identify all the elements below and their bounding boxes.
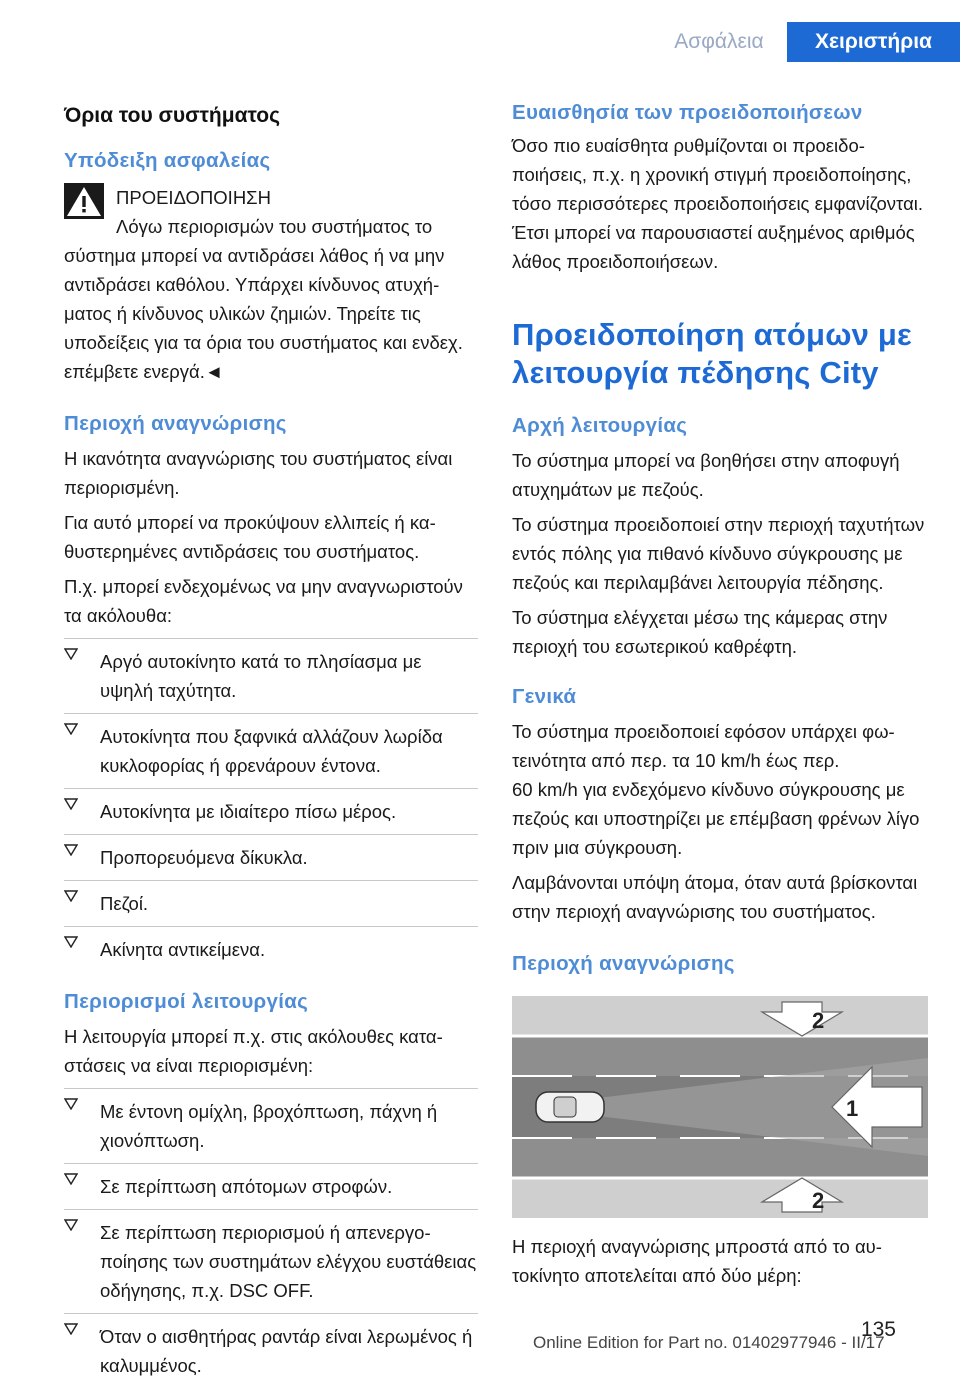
list-item: Σε περίπτωση περιορισμού ή απενεργοποίησης των συστημάτων ελέγχου ευστάθειας οδήγησης, π.χ. DSC OFF. xyxy=(64,1209,478,1305)
detection-area-diagram xyxy=(512,996,928,1218)
triangle-bullet-icon xyxy=(64,1323,78,1335)
sensitivity-paragraph: Όσο πιο ευαίσθητα ρυθμίζονται οι προειδοποιήσεις, π.χ. η χρονική στιγμή προειδοποίησης, τόσο περισσότερες προειδοποιήσεις εμφανίζονται. Έτσι μπορεί να παρουσιαστεί αυξημένος αριθμός λάθος προειδοποιήσεων. xyxy=(512,135,924,272)
warning-label: ΠΡΟΕΙΔΟΠΟΙΗΣΗ xyxy=(116,187,271,208)
warning-block xyxy=(64,183,478,386)
general-paragraph-1a: Το σύστημα προειδοποιεί εφόσον υπάρχει φωτεινότητα από περ. τα 10 km/h έως περ. xyxy=(512,721,895,771)
list-item: Ακίνητα αντικείμενα. xyxy=(64,926,478,964)
detection-list xyxy=(64,638,478,964)
triangle-bullet-icon xyxy=(64,890,78,902)
list-item: Προπορευόμενα δίκυκλα. xyxy=(64,834,478,872)
limits-paragraph: Η λειτουργία μπορεί π.χ. στις ακόλουθες καταστάσεις να είναι περιορισμένη: xyxy=(64,1026,443,1076)
list-item: Σε περίπτωση απότομων στροφών. xyxy=(64,1163,478,1201)
list-item: Πεζοί. xyxy=(64,880,478,918)
heading-general: Γενικά xyxy=(512,685,577,708)
list-item: Αυτοκίνητα με ιδιαίτερο πίσω μέρος. xyxy=(64,788,478,826)
principle-paragraph-3: Το σύστημα ελέγχεται μέσω της κάμερας στην περιοχή του εσωτερικού καθρέφτη. xyxy=(512,607,888,657)
tab-controls[interactable]: Χειριστήρια xyxy=(787,22,960,62)
principle-paragraph-1: Το σύστημα μπορεί να βοηθήσει στην αποφυγή ατυχημάτων με πεζούς. xyxy=(512,450,900,500)
diagram-caption: Η περιοχή αναγνώρισης μπροστά από το αυτοκίνητο αποτελείται από δύο μέρη: xyxy=(512,1236,882,1286)
general-paragraph-2: Λαμβάνονται υπόψη άτομα, όταν αυτά βρίσκονται στην περιοχή αναγνώρισης του συστήματος. xyxy=(512,872,918,922)
detection-paragraph-2: Για αυτό μπορεί να προκύψουν ελλιπείς ή καθυστερημένες αντιδράσεις του συστήματος. xyxy=(64,512,436,562)
list-item: Όταν ο αισθητήρας ραντάρ είναι λερωμένος ή καλυμμένος. xyxy=(64,1313,478,1380)
triangle-bullet-icon xyxy=(64,723,78,735)
detection-paragraph-1: Η ικανότητα αναγνώρισης του συστήματος είναι περιορισμένη. xyxy=(64,448,453,498)
triangle-bullet-icon xyxy=(64,798,78,810)
warning-text: Λόγω περιορισμών του συστήματος το σύστημα μπορεί να αντιδράσει λάθος ή να μην αντιδράσει καθόλου. Υπάρχει κίνδυνος ατυχήματος ή κίνδυνος υλικών ζημιών. Τηρείτε τις υποδείξεις για τα όρια του συστήματος και ενδεχ. επέμβετε ενεργά.◄ xyxy=(64,216,463,382)
principle-paragraph-2: Το σύστημα προειδοποιεί στην περιοχή ταχυτήτων εντός πόλης για πιθανό κίνδυνο σύγκρουσης με πεζούς και περιλαμβάνει λειτουργία πέδησης. xyxy=(512,514,925,593)
edition-footer: Online Edition for Part no. 01402977946 - II/17 xyxy=(533,1333,885,1352)
list-item: Αυτοκίνητα που ξαφνικά αλλάζουν λωρίδα κυκλοφορίας ή φρενάρουν έντονα. xyxy=(64,713,478,780)
triangle-bullet-icon xyxy=(64,936,78,948)
triangle-bullet-icon xyxy=(64,648,78,660)
section-title-system-limits: Όρια του συστήματος xyxy=(64,104,281,127)
heading-warning-sensitivity: Ευαισθησία των προειδοποιήσεων xyxy=(512,101,863,124)
heading-principle: Αρχή λειτουργίας xyxy=(512,414,688,437)
list-item: Με έντονη ομίχλη, βροχόπτωση, πάχνη ή χιονόπτωση. xyxy=(64,1088,478,1155)
detection-paragraph-3: Π.χ. μπορεί ενδεχομένως να μην αναγνωριστούν τα ακόλουθα: xyxy=(64,576,463,626)
car-icon xyxy=(536,1092,604,1122)
chapter-tabs xyxy=(651,22,960,62)
limits-list xyxy=(64,1088,478,1380)
triangle-bullet-icon xyxy=(64,1173,78,1185)
right-column xyxy=(512,95,928,1290)
warning-triangle-icon xyxy=(64,183,104,219)
triangle-bullet-icon xyxy=(64,1219,78,1231)
heading-detection-area-right: Περιοχή αναγνώρισης xyxy=(512,952,735,975)
left-column xyxy=(64,95,478,1380)
general-paragraph-1b: 60 km/h για ενδεχόμενο κίνδυνο σύγκρουσης με πεζούς και υποστηρίζει με επέμβαση φρένων λίγο πριν μια σύγκρουση. xyxy=(512,779,920,858)
section-title-city-braking: Προειδοποίηση ατόμων με λειτουργία πέδησης City xyxy=(512,317,912,390)
triangle-bullet-icon xyxy=(64,844,78,856)
tab-safety[interactable]: Ασφάλεια xyxy=(674,30,764,53)
page-number: 135 xyxy=(860,1318,896,1341)
heading-safety-note: Υπόδειξη ασφαλείας xyxy=(64,149,271,172)
heading-detection-area: Περιοχή αναγνώρισης xyxy=(64,412,287,435)
heading-function-limits: Περιορισμοί λειτουργίας xyxy=(64,990,309,1013)
zone-1-label: 1 xyxy=(846,1096,859,1121)
triangle-bullet-icon xyxy=(64,1098,78,1110)
zone-2-bottom-label: 2 xyxy=(812,1188,825,1213)
zone-2-top-label: 2 xyxy=(812,1008,825,1033)
list-item: Αργό αυτοκίνητο κατά το πλησίασμα με υψηλή ταχύτητα. xyxy=(64,638,478,705)
